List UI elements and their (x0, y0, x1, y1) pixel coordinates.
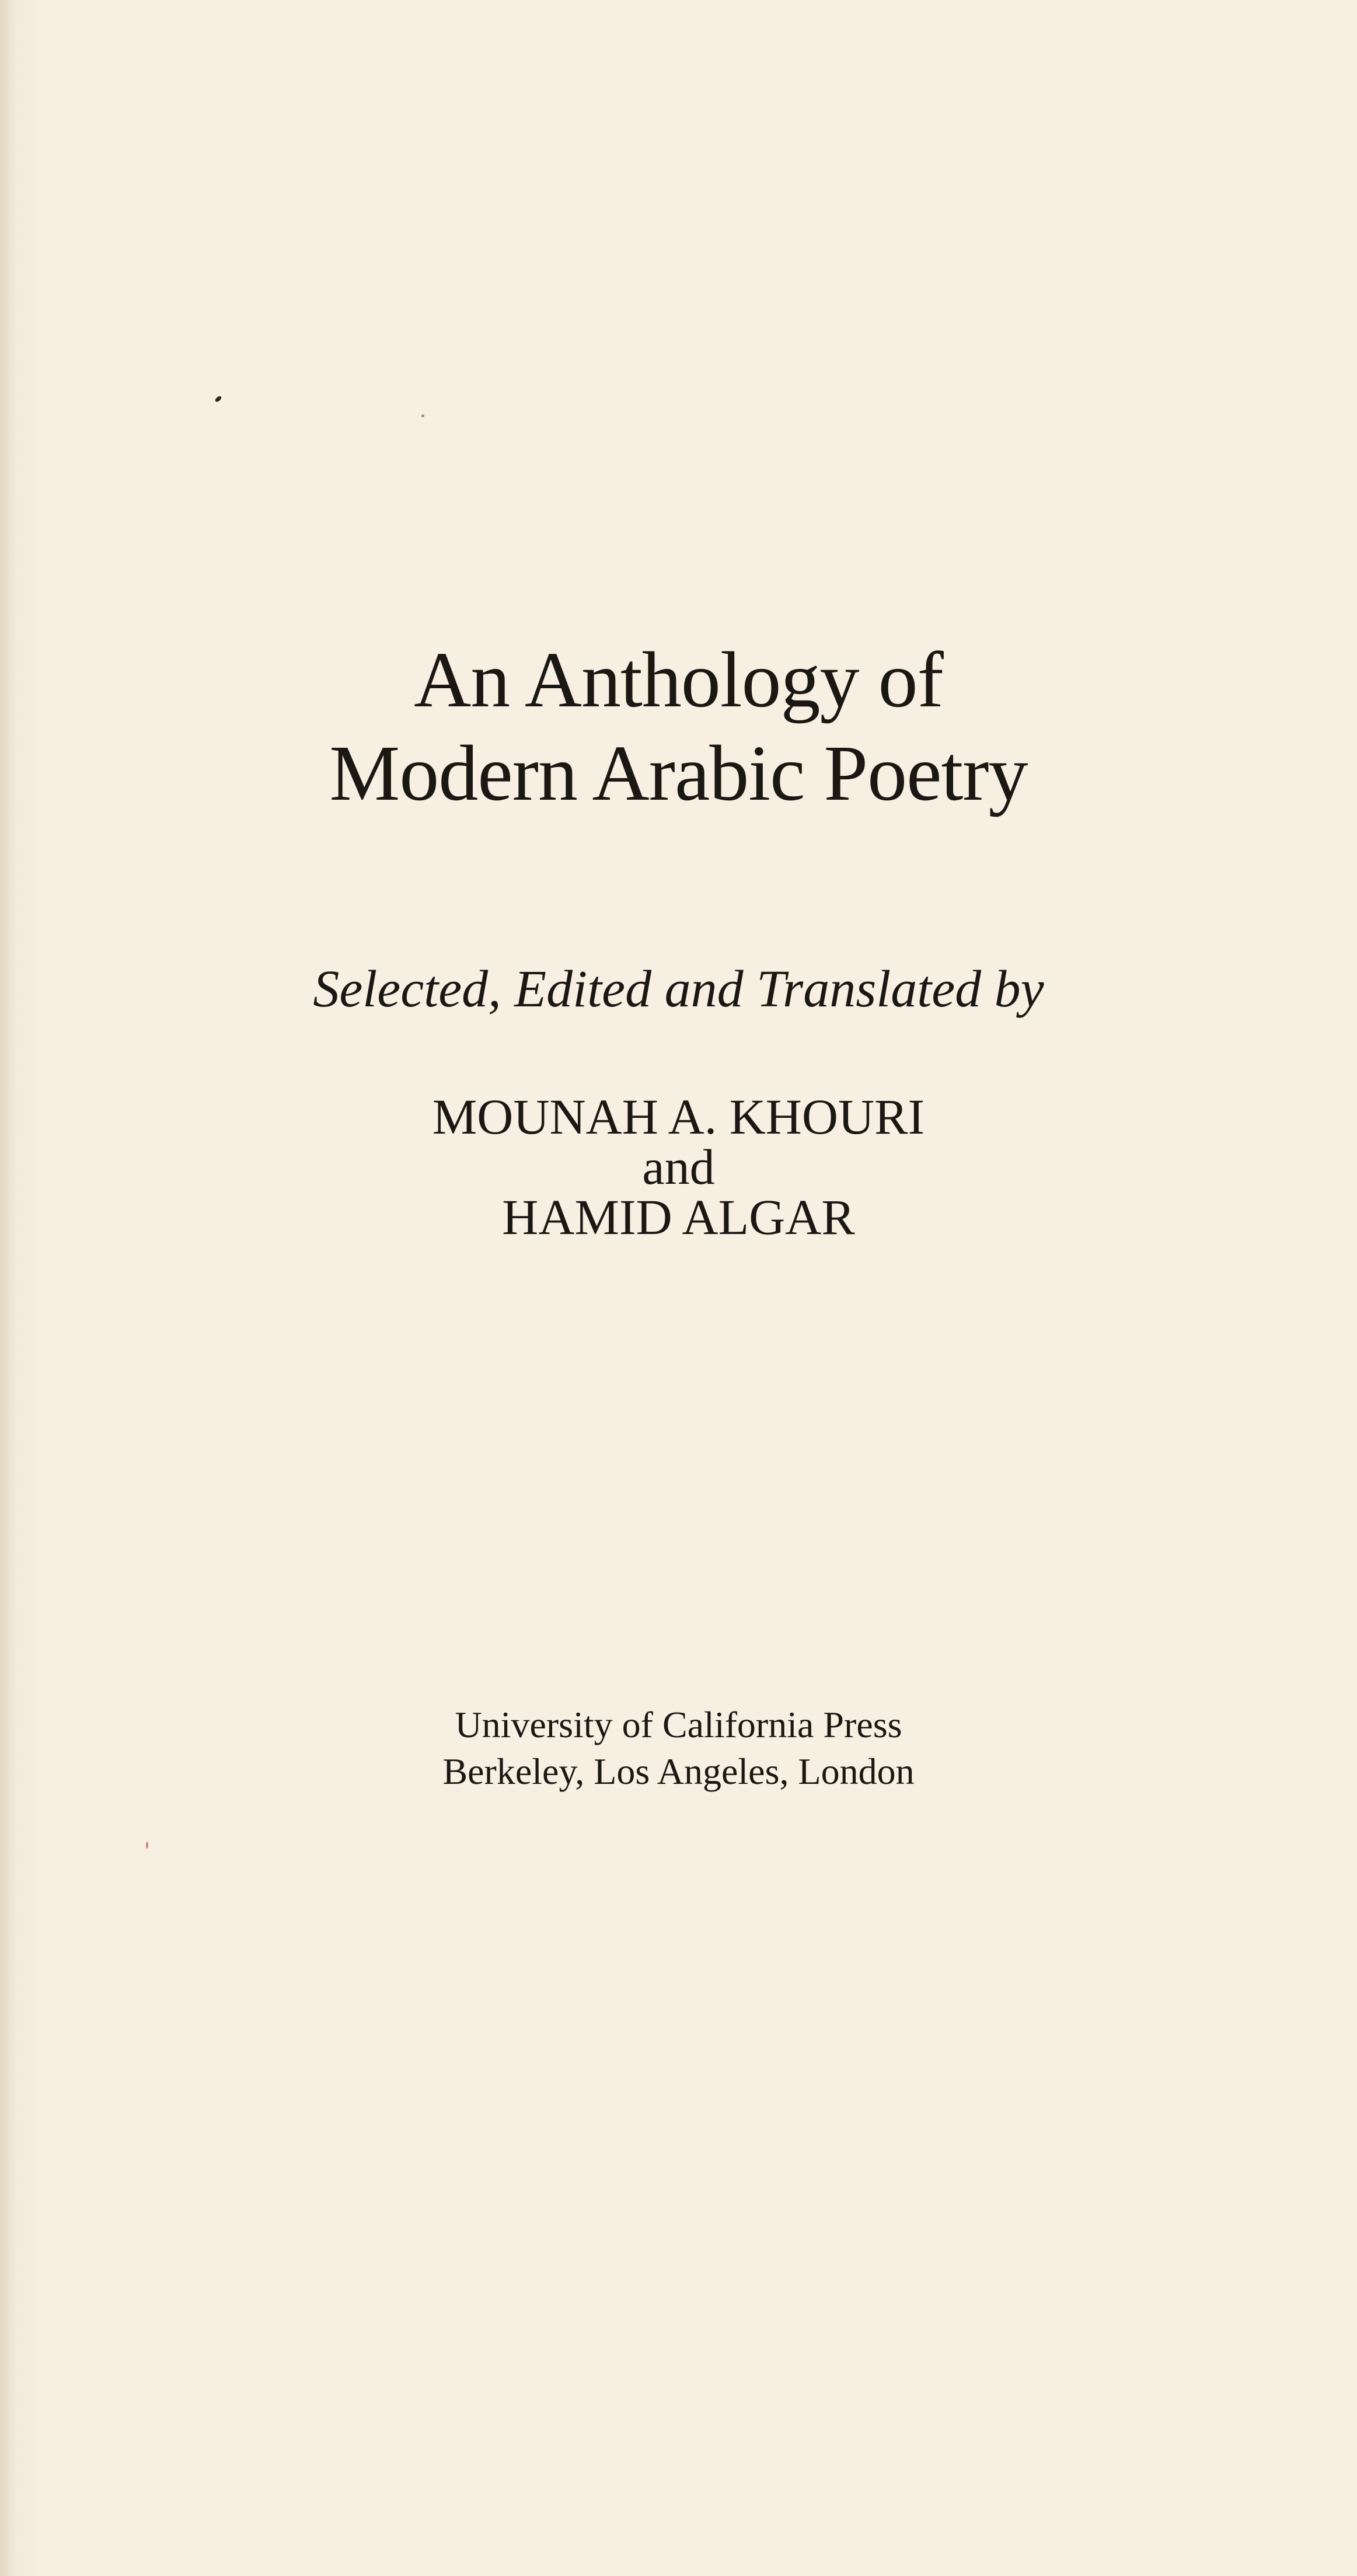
author-name-2: HAMID ALGAR (502, 1189, 855, 1245)
publisher-block (0, 1702, 1357, 1795)
translator-byline: Selected, Edited and Translated by (313, 960, 1044, 1018)
publisher-name: University of California Press (455, 1704, 902, 1745)
book-title-line-1: An Anthology of (414, 636, 943, 724)
book-title-line-2: Modern Arabic Poetry (329, 730, 1028, 817)
author-conjunction: and (642, 1139, 715, 1195)
author-block (0, 1089, 1357, 1245)
book-title (0, 633, 1357, 820)
author-name-1: MOUNAH A. KHOURI (432, 1089, 925, 1145)
ink-speck (421, 414, 424, 417)
publisher-cities: Berkeley, Los Angeles, London (442, 1751, 915, 1792)
ink-speck (214, 395, 222, 403)
ink-speck (146, 1842, 148, 1849)
